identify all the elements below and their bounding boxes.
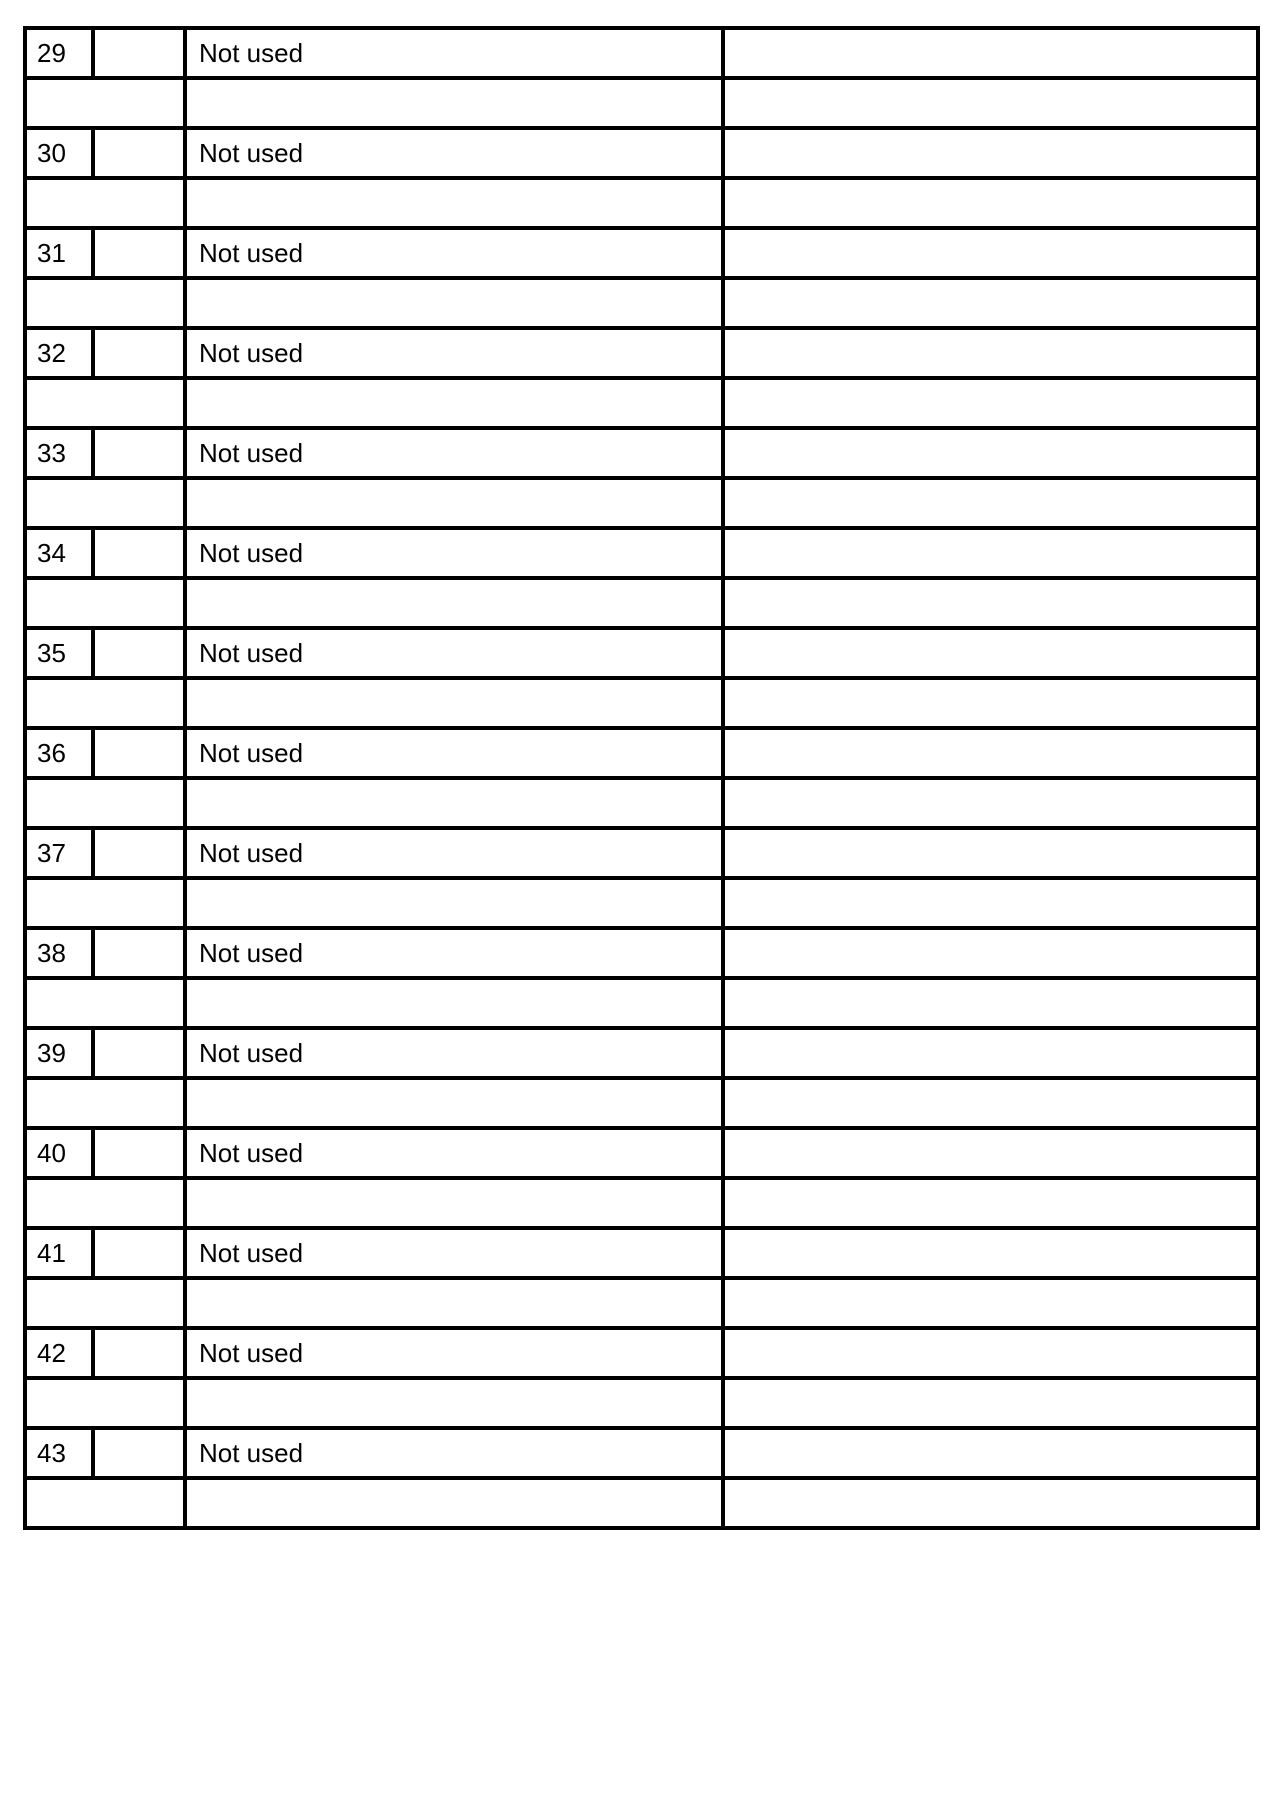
table-subrow [25, 778, 1258, 828]
subrow-blank-cell [25, 778, 185, 828]
item-remarks-cell [723, 728, 1258, 778]
subrow-description-cell [185, 378, 723, 428]
item-code-cell [93, 1128, 185, 1178]
table-subrow [25, 978, 1258, 1028]
subrow-blank-cell [25, 978, 185, 1028]
item-code-cell [93, 28, 185, 78]
item-code-cell [93, 1028, 185, 1078]
allocation-table [23, 26, 1260, 1530]
table-row [25, 28, 1258, 78]
table-subrow [25, 178, 1258, 228]
item-code-cell [93, 1428, 185, 1478]
subrow-blank-cell [25, 1278, 185, 1328]
item-number: 36 [25, 728, 93, 778]
subrow-description-cell [185, 578, 723, 628]
subrow-blank-cell [25, 1378, 185, 1428]
subrow-description-cell [185, 978, 723, 1028]
subrow-blank-cell [25, 578, 185, 628]
subrow-remarks-cell [723, 1278, 1258, 1328]
item-number: 34 [25, 528, 93, 578]
item-description: Not used [185, 628, 723, 678]
item-code-cell [93, 1228, 185, 1278]
subrow-description-cell [185, 1278, 723, 1328]
item-remarks-cell [723, 1428, 1258, 1478]
item-description: Not used [185, 1228, 723, 1278]
item-number: 39 [25, 1028, 93, 1078]
item-remarks-cell [723, 1328, 1258, 1378]
item-number: 42 [25, 1328, 93, 1378]
subrow-remarks-cell [723, 178, 1258, 228]
item-code-cell [93, 528, 185, 578]
item-number: 40 [25, 1128, 93, 1178]
table-row [25, 828, 1258, 878]
table-row [25, 1228, 1258, 1278]
item-number: 30 [25, 128, 93, 178]
subrow-blank-cell [25, 1178, 185, 1228]
subrow-blank-cell [25, 678, 185, 728]
subrow-remarks-cell [723, 378, 1258, 428]
item-description: Not used [185, 728, 723, 778]
subrow-remarks-cell [723, 278, 1258, 328]
subrow-blank-cell [25, 878, 185, 928]
subrow-remarks-cell [723, 478, 1258, 528]
item-description: Not used [185, 228, 723, 278]
item-description: Not used [185, 828, 723, 878]
item-remarks-cell [723, 1028, 1258, 1078]
item-remarks-cell [723, 1228, 1258, 1278]
subrow-description-cell [185, 878, 723, 928]
table-row [25, 528, 1258, 578]
item-number: 41 [25, 1228, 93, 1278]
table-row [25, 628, 1258, 678]
subrow-remarks-cell [723, 1078, 1258, 1128]
item-number: 35 [25, 628, 93, 678]
item-remarks-cell [723, 928, 1258, 978]
item-code-cell [93, 328, 185, 378]
table-subrow [25, 1378, 1258, 1428]
item-number: 33 [25, 428, 93, 478]
subrow-description-cell [185, 1078, 723, 1128]
table-subrow [25, 1178, 1258, 1228]
item-description: Not used [185, 1428, 723, 1478]
subrow-description-cell [185, 1178, 723, 1228]
table-subrow [25, 1078, 1258, 1128]
item-code-cell [93, 428, 185, 478]
item-code-cell [93, 128, 185, 178]
subrow-description-cell [185, 778, 723, 828]
item-code-cell [93, 228, 185, 278]
table-row [25, 328, 1258, 378]
table-subrow [25, 1478, 1258, 1528]
subrow-remarks-cell [723, 1178, 1258, 1228]
item-description: Not used [185, 1028, 723, 1078]
table-row [25, 428, 1258, 478]
table-subrow [25, 478, 1258, 528]
subrow-blank-cell [25, 278, 185, 328]
table-subrow [25, 278, 1258, 328]
table-row [25, 1328, 1258, 1378]
table-row [25, 1128, 1258, 1178]
item-code-cell [93, 728, 185, 778]
subrow-remarks-cell [723, 678, 1258, 728]
subrow-blank-cell [25, 1478, 185, 1528]
item-remarks-cell [723, 628, 1258, 678]
item-number: 43 [25, 1428, 93, 1478]
item-code-cell [93, 1328, 185, 1378]
item-remarks-cell [723, 128, 1258, 178]
table-row [25, 1028, 1258, 1078]
table-subrow [25, 1278, 1258, 1328]
subrow-remarks-cell [723, 1378, 1258, 1428]
item-remarks-cell [723, 528, 1258, 578]
table-row [25, 128, 1258, 178]
subrow-remarks-cell [723, 1478, 1258, 1528]
item-description: Not used [185, 528, 723, 578]
subrow-description-cell [185, 178, 723, 228]
item-remarks-cell [723, 28, 1258, 78]
table-subrow [25, 578, 1258, 628]
table-row [25, 228, 1258, 278]
item-description: Not used [185, 1128, 723, 1178]
subrow-blank-cell [25, 1078, 185, 1128]
item-number: 29 [25, 28, 93, 78]
subrow-description-cell [185, 478, 723, 528]
table-body [25, 28, 1258, 1528]
item-code-cell [93, 828, 185, 878]
item-description: Not used [185, 128, 723, 178]
item-remarks-cell [723, 428, 1258, 478]
item-remarks-cell [723, 228, 1258, 278]
item-number: 32 [25, 328, 93, 378]
subrow-remarks-cell [723, 78, 1258, 128]
item-description: Not used [185, 328, 723, 378]
subrow-remarks-cell [723, 878, 1258, 928]
subrow-blank-cell [25, 378, 185, 428]
item-number: 38 [25, 928, 93, 978]
item-description: Not used [185, 428, 723, 478]
subrow-remarks-cell [723, 578, 1258, 628]
item-number: 31 [25, 228, 93, 278]
table-subrow [25, 878, 1258, 928]
item-description: Not used [185, 28, 723, 78]
subrow-description-cell [185, 1378, 723, 1428]
item-description: Not used [185, 1328, 723, 1378]
table-row [25, 728, 1258, 778]
subrow-remarks-cell [723, 978, 1258, 1028]
item-number: 37 [25, 828, 93, 878]
subrow-blank-cell [25, 78, 185, 128]
item-description: Not used [185, 928, 723, 978]
item-remarks-cell [723, 1128, 1258, 1178]
table-subrow [25, 678, 1258, 728]
subrow-remarks-cell [723, 778, 1258, 828]
subrow-description-cell [185, 1478, 723, 1528]
item-remarks-cell [723, 328, 1258, 378]
table-subrow [25, 378, 1258, 428]
subrow-blank-cell [25, 178, 185, 228]
table-row [25, 928, 1258, 978]
subrow-description-cell [185, 78, 723, 128]
item-code-cell [93, 628, 185, 678]
table-row [25, 1428, 1258, 1478]
item-code-cell [93, 928, 185, 978]
subrow-blank-cell [25, 478, 185, 528]
subrow-description-cell [185, 278, 723, 328]
table-subrow [25, 78, 1258, 128]
subrow-description-cell [185, 678, 723, 728]
item-remarks-cell [723, 828, 1258, 878]
